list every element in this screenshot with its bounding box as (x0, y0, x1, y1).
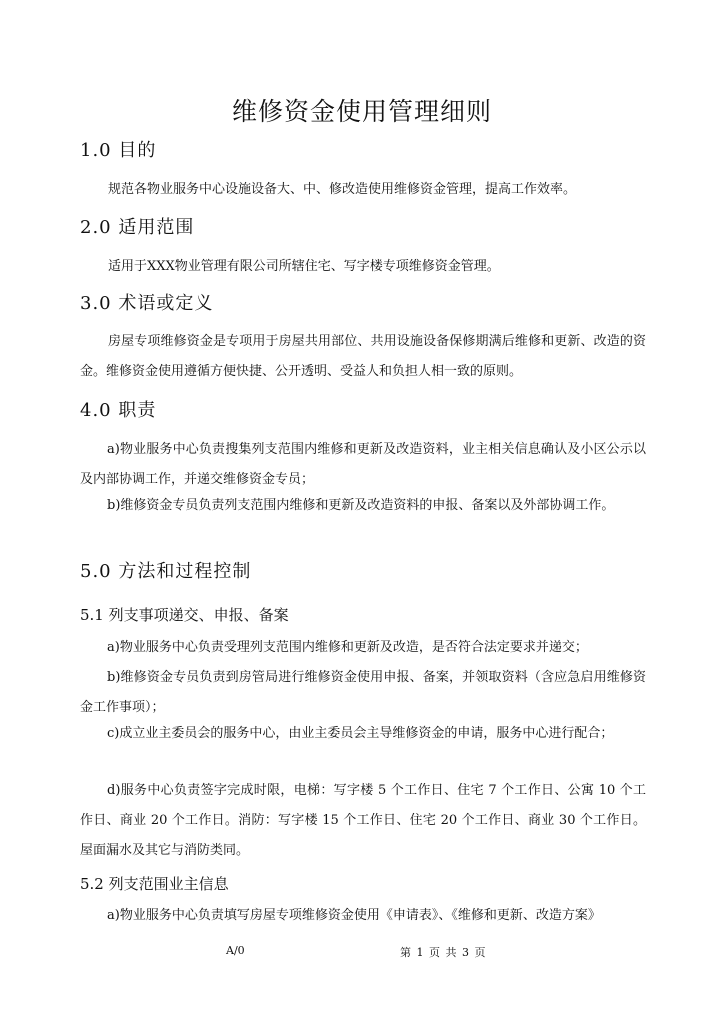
subsection-heading-owner-info: 5.2 列支范围业主信息 (80, 875, 229, 893)
paragraph-responsibility-a: a)物业服务中心负责搜集列支范围内维修和更新及改造资料，业主相关信息确认及小区公示以及内部协调工作，并递交维修资金专员； (80, 442, 646, 487)
section-heading-methods: 5.0 方法和过程控制 (80, 561, 252, 582)
section-heading-responsibilities: 4.0 职责 (80, 400, 157, 421)
paragraph-submission-d: d)服务中心负责签字完成时限，电梯：写字楼 5 个工作日、住宅 7 个工作日、公寓 10 个工作日、商业 20 个工作日。消防：写字楼 15 个工作日、住宅 20 个工作日、商业 30 个工作日。屋面漏水及其它与消防类同。 (80, 783, 646, 858)
footer-version: A/0 (226, 944, 245, 957)
page-title: 维修资金使用管理细则 (231, 97, 492, 126)
section-heading-definitions: 3.0 术语或定义 (80, 293, 214, 314)
paragraph-responsibility-b: b)维修资金专员负责列支范围内维修和更新及改造资料的申报、备案以及外部协调工作。 (107, 498, 615, 513)
footer-page-number: 第 1 页 共 3 页 (400, 946, 486, 959)
section-heading-scope: 2.0 适用范围 (80, 217, 195, 238)
paragraph-submission-b: b)维修资金专员负责到房管局进行维修资金使用申报、备案，并领取资料（含应急启用维修资金工作事项）； (80, 670, 646, 715)
paragraph-scope: 适用于XXX物业管理有限公司所辖住宅、写字楼专项维修资金管理。 (108, 259, 500, 274)
paragraph-owner-info-a: a)物业服务中心负责填写房屋专项维修资金使用《申请表》、《维修和更新、改造方案》 (107, 908, 601, 923)
section-heading-purpose: 1.0 目的 (80, 140, 157, 161)
subsection-heading-submission: 5.1 列支事项递交、申报、备案 (80, 606, 289, 624)
paragraph-purpose: 规范各物业服务中心设施设备大、中、修改造使用维修资金管理，提高工作效率。 (108, 182, 577, 197)
paragraph-definitions: 房屋专项维修资金是专项用于房屋共用部位、共用设施设备保修期满后维修和更新、改造的资金。维修资金使用遵循方便快捷、公开透明、受益人和负担人相一致的原则。 (80, 334, 646, 379)
paragraph-submission-a: a)物业服务中心负责受理列支范围内维修和更新及改造，是否符合法定要求并递交； (107, 640, 588, 655)
paragraph-submission-c: c)成立业主委员会的服务中心，由业主委员会主导维修资金的申请，服务中心进行配合； (107, 726, 614, 741)
